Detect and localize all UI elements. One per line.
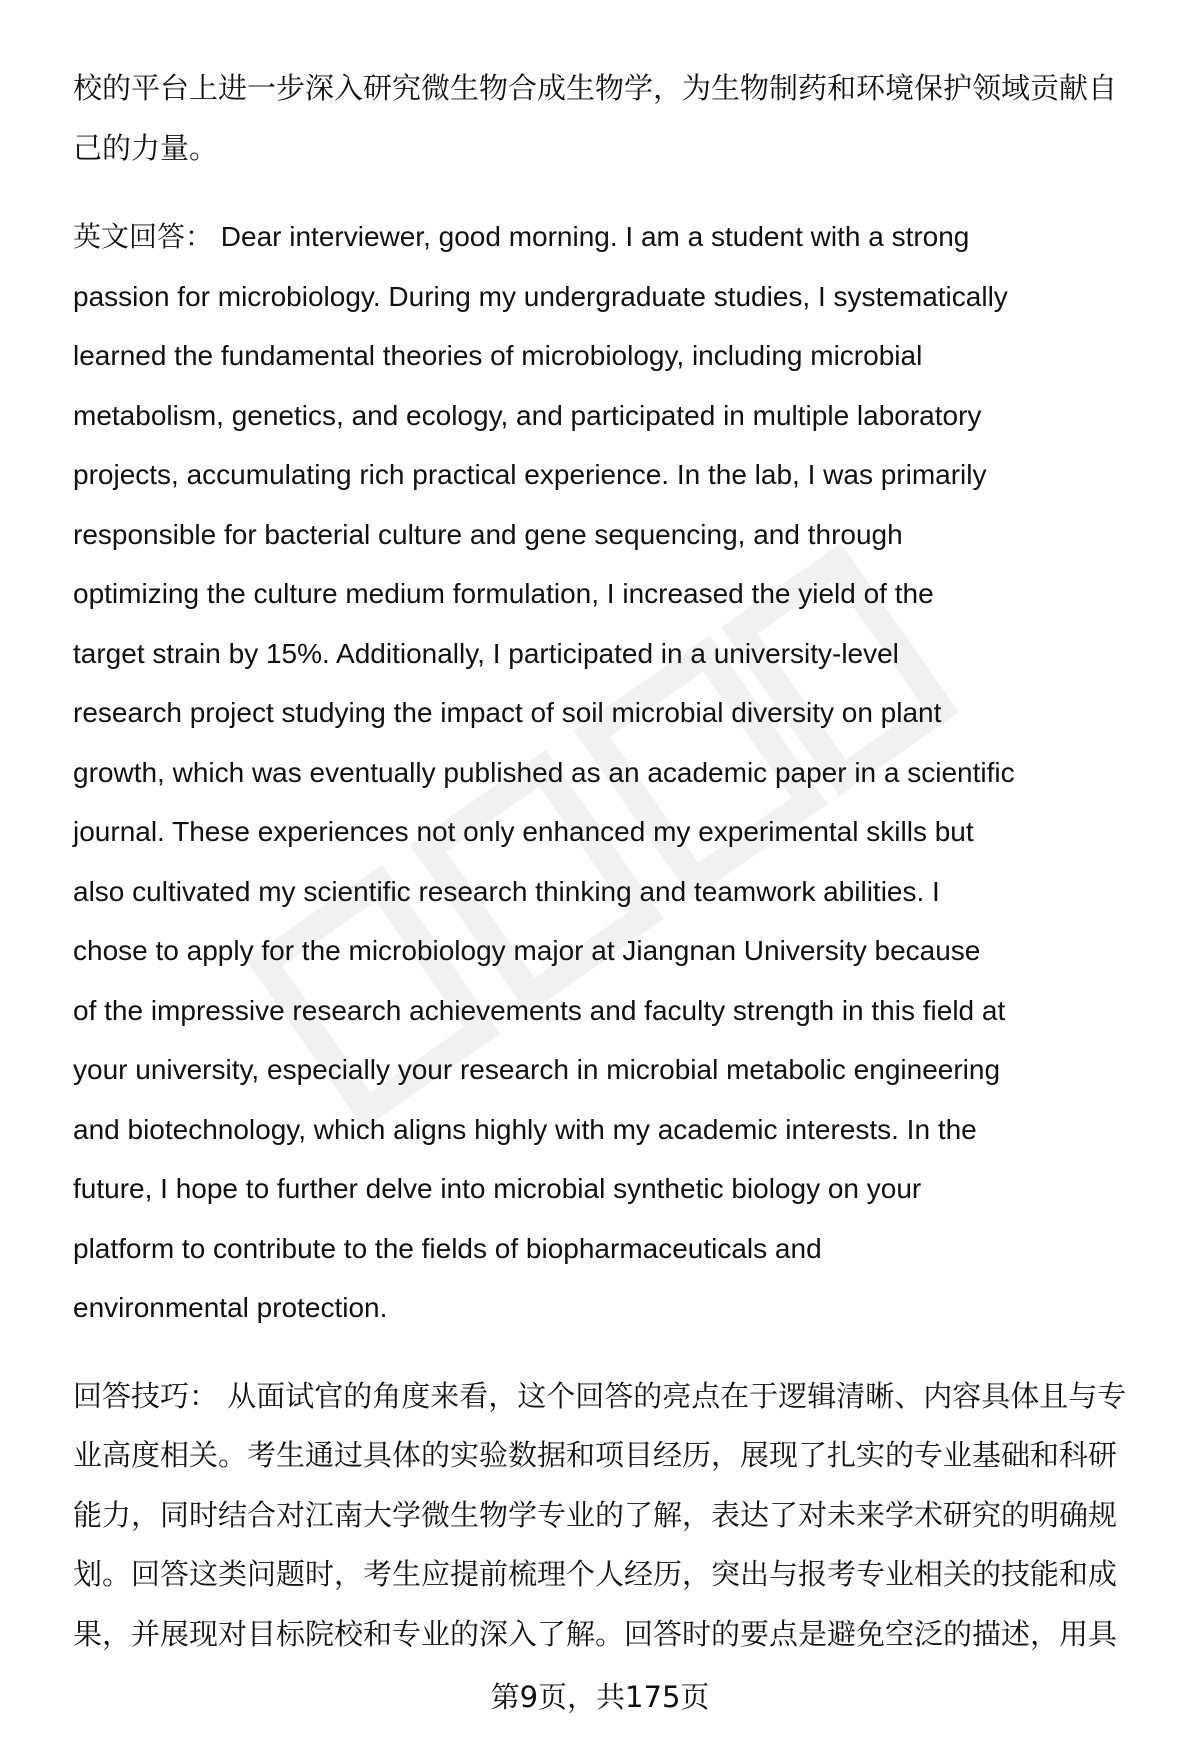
- text-line: 己的力量。: [73, 130, 219, 165]
- text-line: platform to contribute to the fields of biopharmaceuticals and: [73, 1232, 822, 1264]
- text-line: future, I hope to further delve into microbial synthetic biology on your: [73, 1173, 922, 1204]
- text-line: research project studying the impact of soil microbial diversity on plant: [73, 697, 942, 728]
- text-line: growth, which was eventually published as an academic paper in a scientific: [73, 756, 1015, 788]
- text-line: responsible for bacterial culture and gene sequencing, and through: [73, 518, 903, 550]
- text-line: your university, especially your research in microbial metabolic engineering: [73, 1054, 1001, 1085]
- text-line: environmental protection.: [73, 1292, 388, 1323]
- document-body: [73, 59, 1173, 1693]
- text-line: and biotechnology, which aligns highly with my academic interests. In the: [73, 1113, 977, 1145]
- text-line: 英文回答： Dear interviewer, good morning. I am a student with a strong: [73, 221, 970, 252]
- text-line: 校的平台上进一步深入研究微生物合成生物学，为生物制药和环境保护领域贡献自: [73, 71, 1118, 105]
- text-line: passion for microbiology. During my undergraduate studies, I systematically: [73, 280, 1008, 312]
- text-line: target strain by 15%. Additionally, I participated in a university-level: [73, 637, 899, 669]
- text-line: chose to apply for the microbiology major at Jiangnan University because: [73, 935, 981, 966]
- text-line: 业高度相关。考生通过具体的实验数据和项目经历，展现了扎实的专业基础和科研: [73, 1438, 1118, 1472]
- text-line: 能力，同时结合对江南大学微生物学专业的了解，表达了对未来学术研究的明确规: [73, 1497, 1118, 1532]
- paragraph: [73, 1367, 1173, 1665]
- paragraph: [73, 59, 1173, 178]
- paragraph: [73, 207, 1173, 1338]
- text-line: 果，并展现对目标院校和专业的深入了解。回答时的要点是避免空泛的描述，用具: [73, 1616, 1118, 1651]
- text-line: also cultivated my scientific research thinking and teamwork abilities. I: [73, 875, 940, 907]
- text-line: projects, accumulating rich practical experience. In the lab, I was primarily: [73, 459, 987, 490]
- page-number: 第9页，共175页: [490, 1680, 710, 1714]
- text-line: of the impressive research achievements and faculty strength in this field at: [73, 994, 1006, 1026]
- text-line: metabolism, genetics, and ecology, and participated in multiple laboratory: [73, 399, 982, 431]
- text-line: learned the fundamental theories of microbiology, including microbial: [73, 340, 923, 371]
- text-line: 划。回答这类问题时，考生应提前梳理个人经历，突出与报考专业相关的技能和成: [73, 1557, 1118, 1591]
- text-line: journal. These experiences not only enhanced my experimental skills but: [73, 816, 974, 847]
- text-line: optimizing the culture medium formulation, I increased the yield of the: [73, 578, 934, 609]
- text-line: 回答技巧： 从面试官的角度来看，这个回答的亮点在于逻辑清晰、内容具体且与专: [73, 1378, 1127, 1413]
